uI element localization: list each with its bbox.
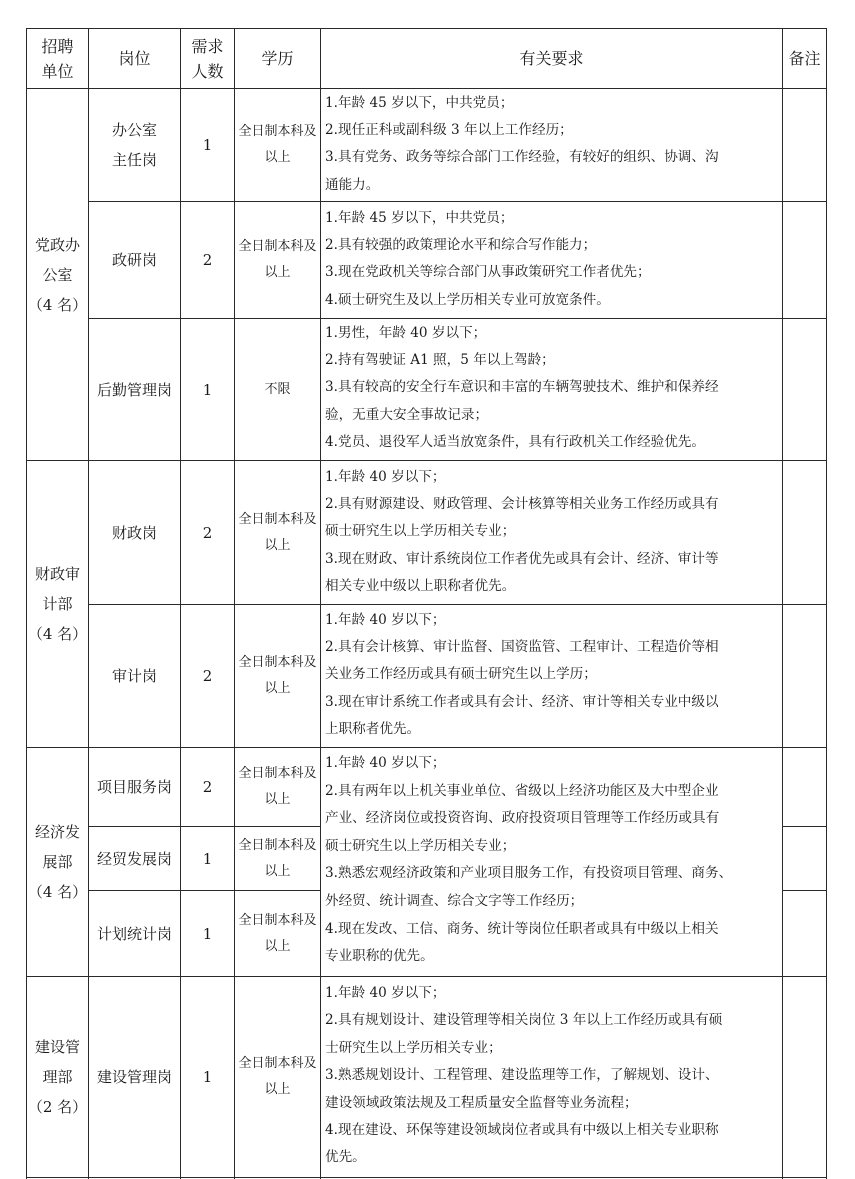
position-title xyxy=(89,202,180,318)
education-line: 不限 xyxy=(264,381,291,397)
education-line: 以上 xyxy=(264,265,291,280)
requirement-line: 3.具有党务、政务等综合部门工作经验，有较好的组织、协调、沟 xyxy=(325,149,719,166)
education-line: 全日制本科及 xyxy=(238,766,317,781)
position-count xyxy=(181,89,234,201)
requirement-line: 3.现在财政、审计系统岗位工作者优先或具有会计、经济、审计等 xyxy=(325,550,719,567)
requirements-text-merged xyxy=(325,750,732,971)
education-line: 以上 xyxy=(264,938,291,954)
education-line: 全日制本科及 xyxy=(238,912,317,928)
position-education xyxy=(235,319,320,460)
requirement-line: 2.具有会计核算、审计监督、国资监管、工程审计、工程造价等相 xyxy=(325,639,719,656)
unit-name-line: 理部 xyxy=(42,1068,73,1086)
remarks-line xyxy=(782,890,827,891)
requirement-line: 4.现在建设、环保等建设领域岗位者或具有中级以上相关专业职称 xyxy=(325,1122,719,1139)
position-title xyxy=(89,319,180,460)
requirement-line: 优先。 xyxy=(325,1149,366,1166)
position-count xyxy=(181,748,234,826)
requirement-line: 外经贸、统计调查、综合文字等工作经历； xyxy=(325,892,584,909)
position-title-line: 建设管理岗 xyxy=(96,1068,172,1086)
requirement-line: 2.现任正科或副科级 3 年以上工作经历； xyxy=(325,122,573,139)
header-unit xyxy=(27,29,88,88)
requirement-line: 验，无重大安全事故记录； xyxy=(325,406,489,423)
requirements-text xyxy=(325,320,719,456)
unit-name-line: （4 名） xyxy=(27,295,88,314)
requirement-line: 硕士研究生以上学历相关专业； xyxy=(325,523,516,540)
requirement-line: 3.具有较高的安全行车意识和丰富的车辆驾驶技术、维护和保养经 xyxy=(325,379,719,396)
header-count xyxy=(181,29,234,88)
position-title-line: 审计岗 xyxy=(111,667,157,685)
unit-name-line: （4 名） xyxy=(27,625,88,643)
header-position-label: 岗位 xyxy=(118,49,151,68)
education-line: 全日制本科及 xyxy=(238,1056,317,1071)
requirement-line: 4.硕士研究生及以上学历相关专业可放宽条件。 xyxy=(325,291,610,308)
education-line: 全日制本科及 xyxy=(238,837,317,853)
position-education xyxy=(235,202,320,318)
requirement-line: 2.具有规划设计、建设管理等相关岗位 3 年以上工作经历或具有硕 xyxy=(325,1012,723,1029)
position-education xyxy=(235,461,320,604)
header-remarks-label: 备注 xyxy=(788,49,821,68)
unit-name-line: 建设管 xyxy=(34,1038,80,1056)
header-requirements-label: 有关要求 xyxy=(519,49,584,68)
position-count-value: 1 xyxy=(202,1068,213,1086)
position-count-value: 2 xyxy=(202,778,213,796)
position-education xyxy=(235,605,320,747)
unit-name-construction-management xyxy=(27,977,88,1177)
education-line: 以上 xyxy=(264,150,291,165)
requirement-line: 关业务工作经历或具有硕士研究生以上学历； xyxy=(325,666,597,683)
position-count xyxy=(181,605,234,747)
requirement-line: 2.具有财源建设、财政管理、会计核算等相关业务工作经历或具有 xyxy=(325,496,719,513)
requirements-text xyxy=(325,980,722,1172)
position-education xyxy=(235,891,320,976)
requirement-line: 1.年龄 40 岁以下； xyxy=(325,985,446,1001)
position-title-line: 财政岗 xyxy=(111,523,157,542)
position-title xyxy=(89,977,180,1177)
requirement-line: 3.熟悉宏观经济政策和产业项目服务工作，有投资项目管理、商务、 xyxy=(325,865,733,882)
requirement-line: 1.年龄 40 岁以下； xyxy=(325,755,446,771)
unit-name-line: 展部 xyxy=(42,853,73,871)
education-line: 以上 xyxy=(264,863,291,879)
unit-name-line: 党政办 xyxy=(34,235,80,254)
unit-name-line: 计部 xyxy=(42,595,73,613)
education-line: 全日制本科及 xyxy=(238,511,317,527)
requirement-line: 2.具有较强的政策理论水平和综合写作能力； xyxy=(325,237,597,254)
position-title-line: 计划统计岗 xyxy=(96,924,172,943)
unit-name-line: 公室 xyxy=(42,265,73,284)
position-education xyxy=(235,748,320,826)
requirement-line: 3.现在党政机关等综合部门从事政策研究工作者优先； xyxy=(325,264,651,281)
education-line: 全日制本科及 xyxy=(238,124,317,139)
position-title xyxy=(89,748,180,826)
requirement-line: 专业职称的优先。 xyxy=(325,948,434,965)
position-count xyxy=(181,977,234,1177)
position-count xyxy=(181,891,234,976)
position-count xyxy=(181,827,234,890)
position-title-line: 政研岗 xyxy=(111,251,157,269)
unit-name-line: 财政审 xyxy=(34,565,80,583)
requirement-line: 3.现在审计系统工作者或具有会计、经济、审计等相关专业中级以 xyxy=(325,693,719,710)
position-title-line: 主任岗 xyxy=(111,151,157,169)
unit-name-line: 经济发 xyxy=(34,823,80,841)
header-count-line: 需求 xyxy=(191,36,224,56)
position-title xyxy=(89,89,180,201)
header-unit-line: 单位 xyxy=(41,61,74,81)
education-line: 全日制本科及 xyxy=(238,655,317,670)
header-education xyxy=(235,29,320,88)
education-line: 全日制本科及 xyxy=(238,239,317,254)
requirement-line: 相关专业中级以上职称者优先。 xyxy=(325,577,516,594)
position-title xyxy=(89,827,180,890)
requirement-line: 3.熟悉规划设计、工程管理、建设监理等工作，了解规划、设计、 xyxy=(325,1067,719,1084)
position-count xyxy=(181,202,234,318)
position-title xyxy=(89,605,180,747)
position-count-value: 1 xyxy=(202,380,213,399)
position-title xyxy=(89,461,180,604)
header-count-line: 人数 xyxy=(191,61,224,81)
requirements-text xyxy=(325,464,719,600)
requirement-line: 士研究生以上学历相关专业； xyxy=(325,1039,502,1056)
position-title-line: 后勤管理岗 xyxy=(96,380,172,399)
requirement-line: 2.具有两年以上机关事业单位、省级以上经济功能区及大中型企业 xyxy=(325,782,719,799)
requirement-line: 1.年龄 40 岁以下； xyxy=(325,612,446,628)
remarks-line xyxy=(782,826,827,827)
requirement-line: 1.男性，年龄 40 岁以下； xyxy=(325,325,487,341)
unit-name-line: （2 名） xyxy=(27,1098,88,1116)
unit-name-line: （4 名） xyxy=(27,883,88,901)
position-count-value: 1 xyxy=(202,924,213,943)
unit-name-party-office xyxy=(27,89,88,460)
requirement-line: 通能力。 xyxy=(325,176,380,193)
unit-name-economic-development xyxy=(27,748,88,976)
position-count-value: 1 xyxy=(202,136,213,154)
position-education xyxy=(235,89,320,201)
requirement-line: 2.持有驾驶证 A1 照，5 年以上驾龄； xyxy=(325,352,555,369)
requirement-line: 4.现在发改、工信、商务、统计等岗位任职者或具有中级以上相关 xyxy=(325,920,719,937)
requirements-text xyxy=(325,90,719,199)
position-title-line: 经贸发展岗 xyxy=(96,849,172,868)
position-education xyxy=(235,977,320,1177)
requirement-line: 1.年龄 40 岁以下； xyxy=(325,469,446,485)
header-remarks xyxy=(783,29,826,88)
requirement-line: 1.年龄 45 岁以下，中共党员； xyxy=(325,95,514,111)
unit-name-finance-audit xyxy=(27,461,88,747)
position-count-value: 2 xyxy=(202,667,213,685)
header-requirements xyxy=(321,29,782,88)
position-count-value: 2 xyxy=(202,523,213,542)
education-line: 以上 xyxy=(264,792,291,807)
position-education xyxy=(235,827,320,890)
position-title-line: 办公室 xyxy=(111,121,157,139)
position-count-value: 2 xyxy=(202,251,213,269)
position-count xyxy=(181,319,234,460)
requirements-text xyxy=(325,205,651,314)
education-line: 以上 xyxy=(264,537,291,553)
requirement-line: 上职称者优先。 xyxy=(325,720,421,737)
position-count xyxy=(181,461,234,604)
position-title-line: 项目服务岗 xyxy=(96,778,172,796)
header-position xyxy=(89,29,180,88)
requirements-text xyxy=(325,607,719,743)
requirement-line: 4.党员、退役军人适当放宽条件，具有行政机关工作经验优先。 xyxy=(325,433,705,450)
header-unit-line: 招聘 xyxy=(41,36,74,56)
position-title xyxy=(89,891,180,976)
education-line: 以上 xyxy=(264,1082,291,1097)
requirement-line: 硕士研究生以上学历相关专业； xyxy=(325,837,516,854)
requirement-line: 产业、经济岗位或投资咨询、政府投资项目管理等工作经历或具有 xyxy=(325,810,720,827)
requirement-line: 1.年龄 45 岁以下，中共党员； xyxy=(325,210,514,226)
header-education-label: 学历 xyxy=(261,49,294,68)
education-line: 以上 xyxy=(264,681,291,696)
requirement-line: 建设领域政策法规及工程质量安全监督等业务流程； xyxy=(325,1094,638,1111)
position-count-value: 1 xyxy=(202,849,213,868)
